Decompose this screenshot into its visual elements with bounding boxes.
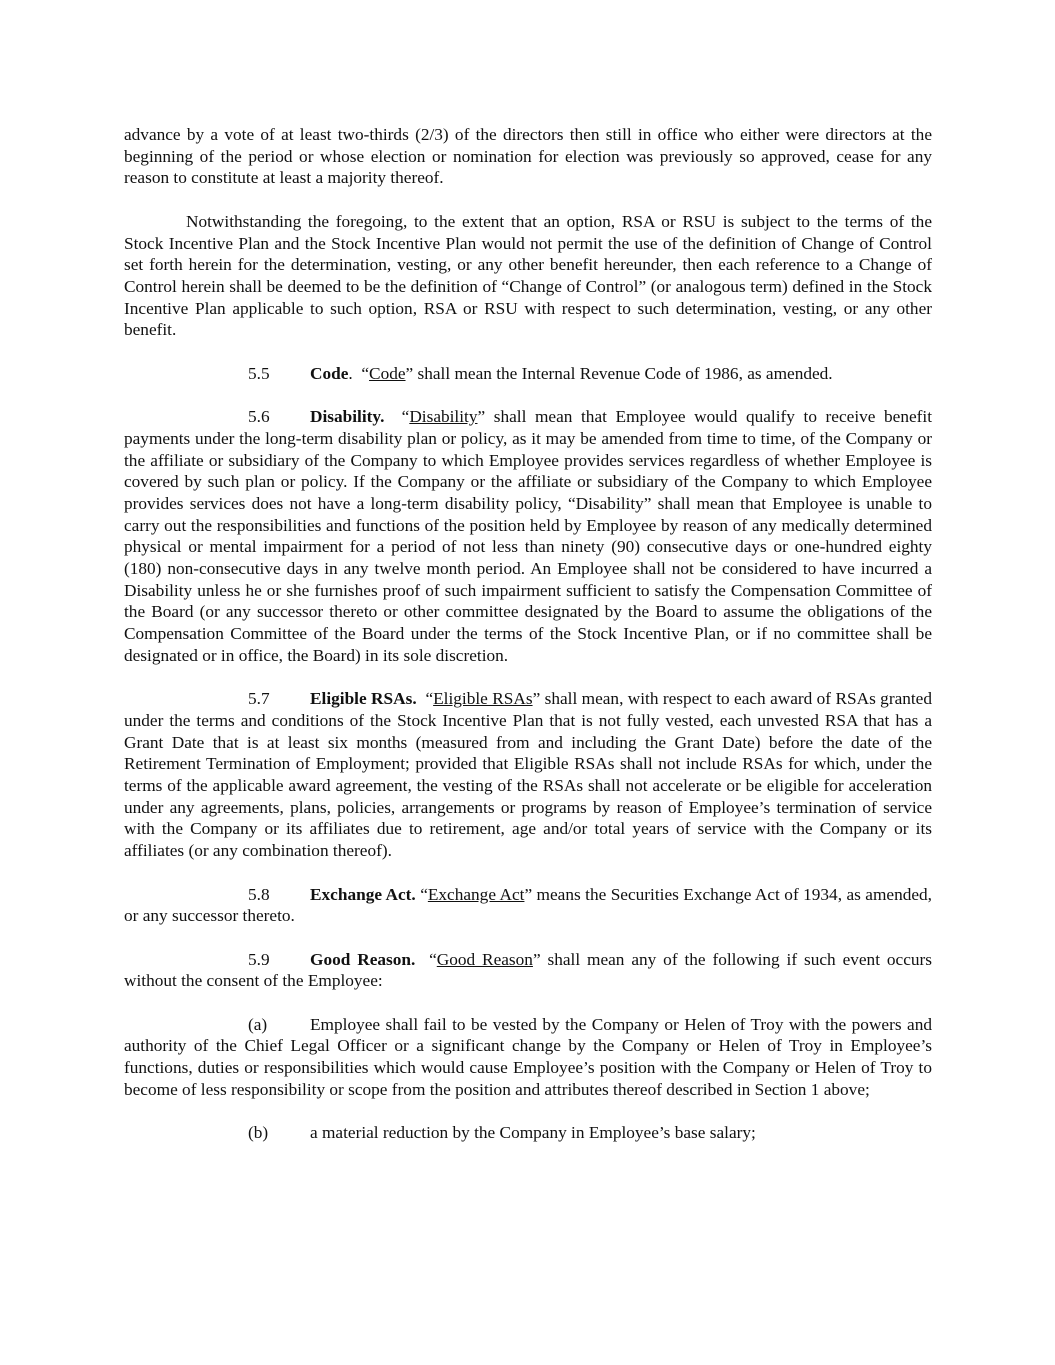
paragraph-notwithstanding: Notwithstanding the foregoing, to the extent that an option, RSA or RSU is subject to the terms of the Stock Incentive Plan and the Stock Incentive Plan would not permit the use of the definition of Change of Control set forth herein for the determination, vesting, or any other benefit hereunder, then each reference to a Change of Control herein shall be deemed to be the definition of “Change of Control” (or analogous term) defined in the Stock Incentive Plan applicable to such option, RSA or RSU with respect to such determination, vesting, or any other benefit. bbox=[124, 211, 932, 340]
subitem-text: a material reduction by the Company in Employee’s base salary; bbox=[310, 1123, 756, 1143]
open-quote: “ bbox=[425, 689, 434, 709]
section-number: 5.8 bbox=[248, 884, 270, 904]
section-number: 5.7 bbox=[248, 689, 270, 709]
defined-term: Code bbox=[369, 363, 406, 383]
section-body: ” shall mean any of the following if such event occurs without the consent of the Employee: bbox=[124, 949, 932, 991]
section-heading: Exchange Act. bbox=[310, 884, 416, 904]
section-heading: Eligible RSAs. bbox=[310, 689, 417, 709]
section-body: ” shall mean that Employee would qualify to receive benefit payments under the long-term disability plan or policy, as it may be amended from time to time, of the Company or the affiliate or subsidiary of the Company to which Employee provides services regardless of whether Employee is covered by such plan or policy. If the Company or the affiliate or subsidiary of the Company to which Employee provides services does not have a long-term disability policy, “Disability” shall mean that Employee is unable to carry out the responsibilities and functions of the position held by Employee by reason of any medically determined physical or mental impairment for a period of not less than ninety (90) consecutive days or one-hundred eighty (180) non-consecutive days in any twelve month period. An Employee shall not be considered to have incurred a Disability unless he or she furnishes proof of such impairment sufficient to satisfy the Compensation Committee of the Board (or any successor thereto or other committee designated by the Board to assume the obligations of the Compensation Committee of the Board under the terms of the Stock Incentive Plan, or if no committee shall be designated or in office, the Board) in its sole discretion. bbox=[124, 407, 933, 665]
section-body: ” means the Securities Exchange Act of 1934, as amended, or any successor thereto. bbox=[124, 884, 932, 926]
open-quote: “ bbox=[401, 407, 410, 427]
section-number: 5.6 bbox=[248, 407, 270, 427]
subitem-b bbox=[124, 1122, 932, 1144]
heading-punctuation: . bbox=[348, 363, 353, 383]
section-heading: Good Reason. bbox=[310, 949, 416, 969]
section-body: ” shall mean the Internal Revenue Code of 1986, as amended. bbox=[405, 363, 833, 383]
section-number: 5.9 bbox=[248, 949, 270, 969]
section-5-7-eligible-rsas bbox=[124, 688, 932, 862]
open-quote: “ bbox=[420, 884, 428, 904]
section-number: 5.5 bbox=[248, 363, 270, 383]
defined-term: Disability bbox=[409, 407, 478, 427]
defined-term: Exchange Act bbox=[427, 884, 525, 904]
section-body: ” shall mean, with respect to each award of RSAs granted under the terms and conditions of the Stock Incentive Plan that is not fully vested, each unvested RSA that has a Grant Date that is at least six months (measured from and including the Grant Date) before the date of the Retirement Termination of Employment; provided that Eligible RSAs shall not include RSAs for which, under the terms of the applicable award agreement, the vesting of the RSAs shall not accelerate or be eligible for acceleration under any agreements, plans, policies, arrangements or programs by reason of Employee’s termination of service with the Company or its affiliates due to retirement, age and/or total years of service with the Company or its affiliates (or any combination thereof). bbox=[124, 689, 932, 861]
subitem-label: (a) bbox=[248, 1014, 268, 1034]
open-quote: “ bbox=[361, 363, 370, 383]
section-5-6-disability bbox=[124, 406, 932, 666]
subitem-label: (b) bbox=[248, 1123, 269, 1143]
section-5-8-exchange-act bbox=[124, 884, 932, 927]
subitem-text: Employee shall fail to be vested by the Company or Helen of Troy with the powers and authority of the Chief Legal Officer or a significant change by the Company or Helen of Troy in Employee’s functions, duties or responsibilities which would cause Employee’s position with the Company or Helen of Troy to become of less responsibility or scope from the position and attributes thereof described in Section 1 above; bbox=[124, 1014, 932, 1099]
section-heading: Code bbox=[310, 363, 349, 383]
section-5-5-code bbox=[124, 363, 932, 385]
subitem-a bbox=[124, 1014, 932, 1101]
defined-term: Good Reason bbox=[436, 949, 533, 969]
paragraph-change-of-control-continuation: advance by a vote of at least two-thirds (2/3) of the directors then still in office who either were directors at the beginning of the period or whose election or nomination for election was previously so approved, cease for any reason to constitute at least a majority thereof. bbox=[124, 125, 932, 188]
section-heading: Disability. bbox=[310, 407, 385, 427]
open-quote: “ bbox=[429, 949, 437, 969]
section-5-9-good-reason bbox=[124, 949, 932, 992]
document-body bbox=[124, 124, 932, 1166]
defined-term: Eligible RSAs bbox=[433, 689, 533, 709]
